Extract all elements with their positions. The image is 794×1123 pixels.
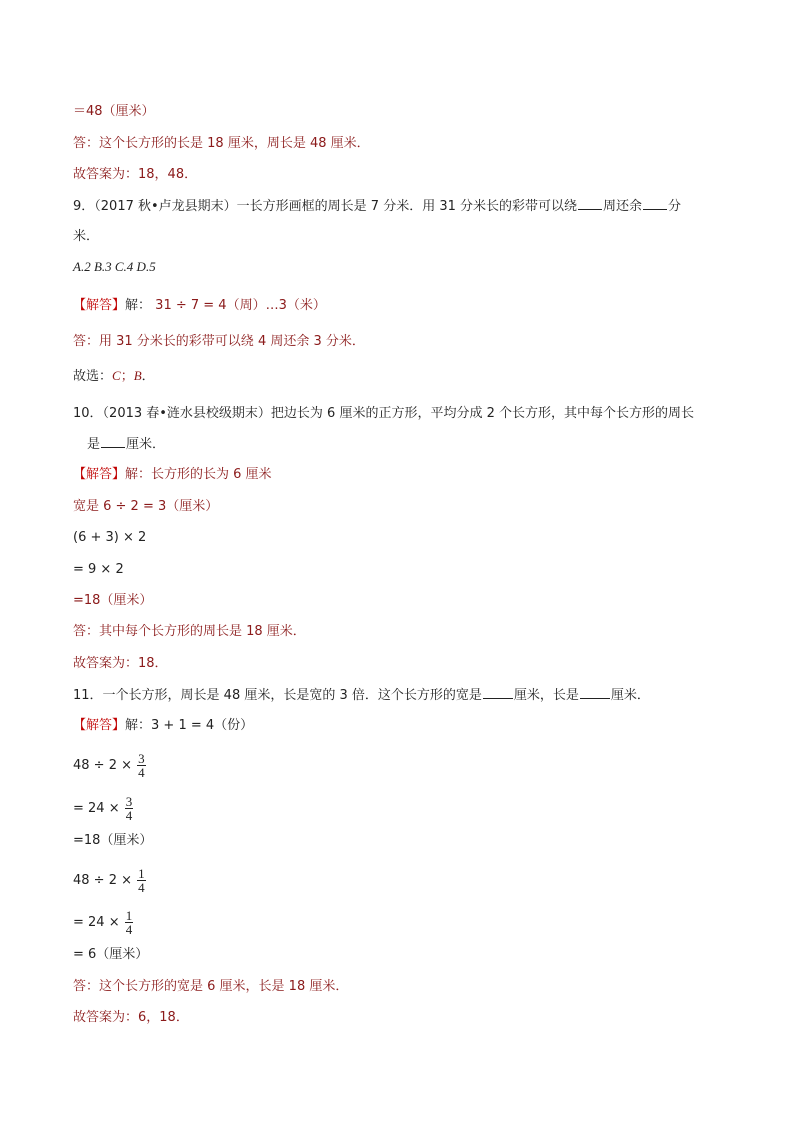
question-9-cont: 米． (73, 229, 100, 244)
answer-blank[interactable] (483, 686, 513, 699)
solution-10-step5: =18（厘米） (73, 593, 153, 608)
question-9: 9．（2017 秋•卢龙县期末）一长方形画框的周长是 7 分米．用 31 分米长的彩带可以绕 周还余 分 (73, 199, 682, 214)
solution-10-answer: 答：其中每个长方形的周长是 18 厘米． (73, 624, 306, 639)
solution-11-step3: = 24 × $\frac{3}{4}$ (73, 794, 133, 823)
solution-10-step4: = 9 × 2 (73, 562, 124, 577)
answer-blank[interactable] (643, 197, 667, 210)
solution-11-step7: = 6（厘米） (73, 947, 149, 962)
solution-11-step5: 48 ÷ 2 × $\frac{1}{4}$ (73, 866, 145, 895)
solution-11-step6: = 24 × $\frac{1}{4}$ (73, 908, 133, 937)
solution-11-step2: 48 ÷ 2 × $\frac{3}{4}$ (73, 751, 145, 780)
solution-10-step1: 【解答】解：长方形的长为 6 厘米 (73, 467, 272, 482)
solution-9-choice: 故选：C；B． (73, 368, 155, 384)
calc-line-perimeter: ＝48（厘米） (73, 104, 155, 119)
answer-line-8: 答：这个长方形的长是 18 厘米，周长是 48 厘米． (73, 136, 370, 151)
question-11: 11．一个长方形，周长是 48 厘米，长是宽的 3 倍．这个长方形的宽是 厘米，长是 厘米． (73, 688, 650, 703)
solution-9-calc: 【解答】解： 31 ÷ 7 = 4（周）…3（米） (73, 298, 326, 313)
solution-10-step3: (6 + 3) × 2 (73, 530, 147, 545)
answer-blank[interactable] (580, 686, 610, 699)
final-answer-8: 故答案为：18，48． (73, 167, 198, 182)
fraction-one-quarter: $\frac{1}{4}$ (125, 908, 133, 937)
solution-10-step2: 宽是 6 ÷ 2 = 3（厘米） (73, 499, 219, 514)
solution-11-answer: 答：这个长方形的宽是 6 厘米，长是 18 厘米． (73, 979, 349, 994)
question-10: 10．（2013 春•涟水县校级期末）把边长为 6 厘米的正方形，平均分成 2 个长方形，其中每个长方形的周长 (73, 406, 694, 421)
solution-11-step1: 【解答】解：3 + 1 = 4（份） (73, 718, 254, 733)
answer-blank[interactable] (101, 435, 125, 448)
fraction-one-quarter: $\frac{1}{4}$ (138, 866, 145, 895)
solution-tag: 【解答】 (73, 298, 126, 313)
fraction-three-quarters: $\frac{3}{4}$ (125, 794, 133, 823)
final-answer-11: 故答案为：6，18． (73, 1010, 189, 1025)
solution-9-answer: 答：用 31 分米长的彩带可以绕 4 周还余 3 分米． (73, 334, 365, 349)
solution-11-step4: =18（厘米） (73, 833, 153, 848)
question-10-cont: 是 厘米． (87, 437, 166, 452)
question-9-options: A.2 B.3 C.4 D.5 (73, 259, 156, 274)
final-answer-10: 故答案为：18． (73, 656, 168, 671)
answer-blank[interactable] (578, 197, 602, 210)
fraction-three-quarters: $\frac{3}{4}$ (138, 751, 145, 780)
